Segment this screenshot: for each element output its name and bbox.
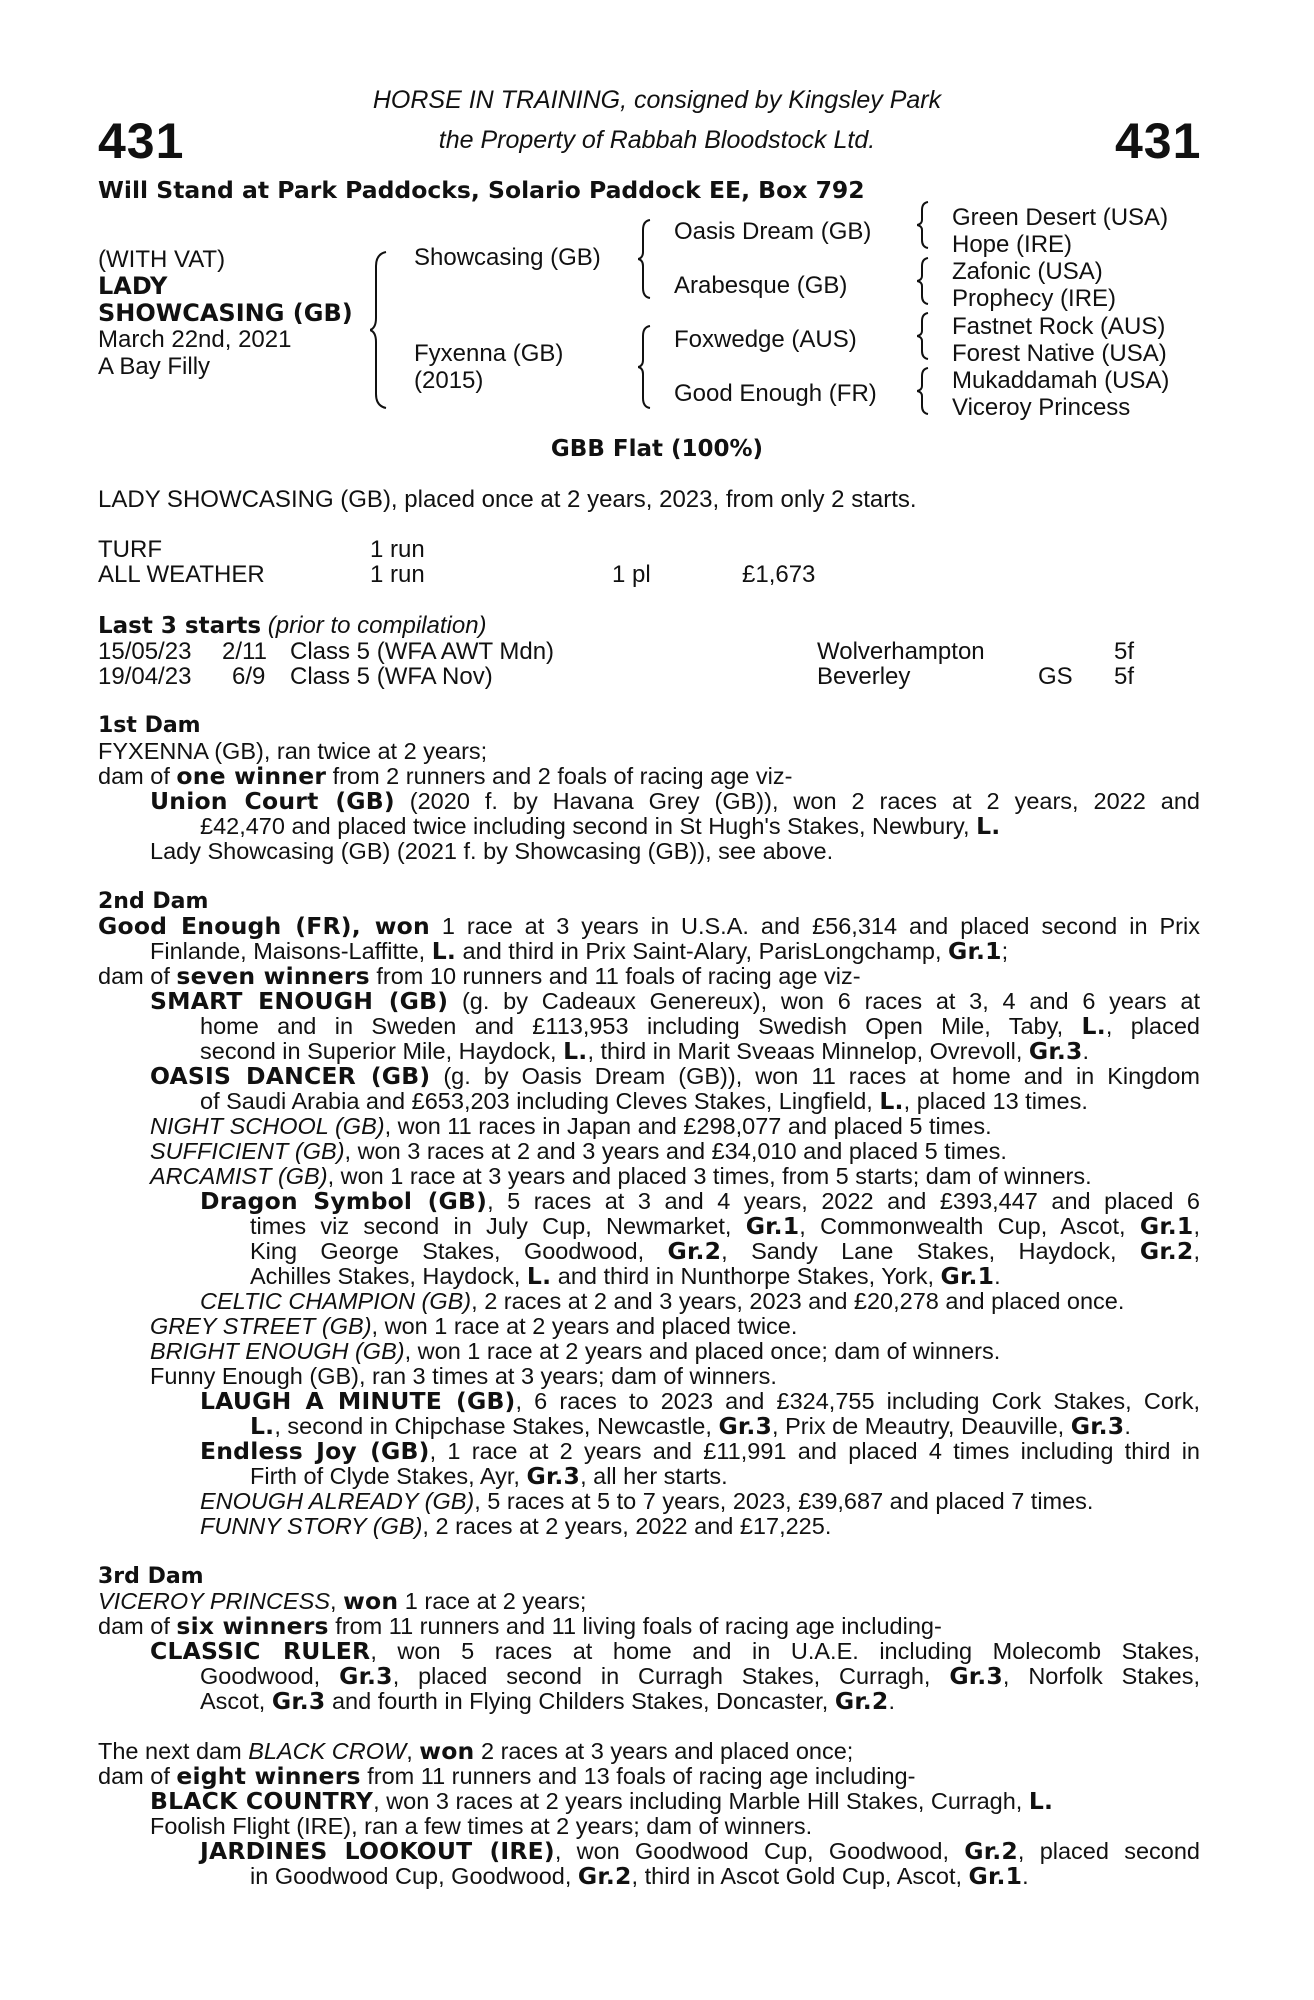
text-run: Gr.3 — [1070, 1412, 1125, 1440]
text-run: Union Court (GB) — [150, 787, 395, 815]
text-run: CLASSIC RULER — [150, 1637, 371, 1665]
text-run: (2020 f. by Havana Grey (GB)), won 2 races at 2 years, 2022 and — [394, 788, 1200, 814]
second-dam-line — [250, 1264, 1001, 1289]
text-run: L. — [563, 1037, 588, 1065]
second-dam-line — [200, 1439, 1200, 1464]
next-dam-line — [200, 1839, 1200, 1864]
second-dam-line — [98, 914, 1200, 939]
text-run: . — [1124, 1413, 1131, 1439]
first-dam-line: Lady Showcasing (GB) (2021 f. by Showcasing (GB)), see above. — [150, 838, 834, 864]
text-run: , — [330, 1588, 344, 1614]
dam: Fyxenna (GB) — [414, 340, 564, 367]
third-dam-line — [98, 1614, 942, 1639]
third-dam-line — [150, 1639, 1200, 1664]
text-run: , 6 races to 2023 and £324,755 including Cork Stakes, Cork, — [515, 1388, 1200, 1414]
text-run: , won 1 race at 2 years and placed once; dam of winners. — [404, 1338, 1001, 1364]
sire-dam: Arabesque (GB) — [674, 272, 848, 299]
dds: Mukaddamah (USA) — [952, 367, 1170, 394]
text-run: Gr.1 — [968, 1862, 1023, 1890]
start-position: 2/11 — [222, 638, 267, 665]
start-date: 19/04/23 — [98, 663, 192, 690]
text-run: , third in Marit Sveaas Minnelop, Ovrevoll, — [587, 1038, 1029, 1064]
text-run: VICEROY PRINCESS — [98, 1588, 331, 1614]
second-dam-line — [150, 1114, 992, 1139]
text-run: FUNNY STORY (GB) — [200, 1513, 423, 1539]
start-course: Wolverhampton — [817, 638, 985, 665]
text-run: six winners — [176, 1612, 329, 1640]
text-run: , placed second in Curragh Stakes, Curragh, — [392, 1663, 950, 1689]
sire: Showcasing (GB) — [414, 244, 601, 271]
text-run: , won 11 races in Japan and £298,077 and placed 5 times. — [384, 1113, 992, 1139]
text-run: (g. by Cadeaux Genereux), won 6 races at 3, 4 and 6 years at — [448, 988, 1201, 1014]
second-dam-heading: 2nd Dam — [98, 889, 209, 914]
text-run: . — [888, 1688, 896, 1714]
text-run: CELTIC CHAMPION (GB) — [200, 1288, 472, 1314]
stand-location: Will Stand at Park Paddocks, Solario Paddock EE, Box 792 — [98, 176, 865, 204]
text-run: from 2 runners and 2 foals of racing age viz- — [326, 763, 793, 789]
text-run: , — [406, 1738, 420, 1764]
text-run: , won 3 races at 2 years including Marble Hill Stakes, Curragh, — [373, 1788, 1029, 1814]
text-run: L. — [526, 1262, 552, 1290]
lot-number-left: 431 — [98, 113, 185, 169]
text-run: from 11 runners and 11 living foals of racing age including- — [328, 1613, 942, 1639]
second-dam-line — [150, 1139, 1007, 1164]
last-starts-title — [98, 612, 487, 640]
text-run: Ascot, — [200, 1688, 272, 1714]
text-run: second in Superior Mile, Haydock, — [200, 1038, 564, 1064]
text-run: 1 race at 2 years; — [398, 1588, 587, 1614]
record-surface: TURF — [98, 536, 162, 563]
text-run: L. — [879, 1087, 904, 1115]
second-dam-line — [200, 1489, 1093, 1514]
consignor-line: HORSE IN TRAINING, consigned by Kingsley Park — [372, 86, 942, 114]
pedigree-brace-gg2 — [917, 256, 931, 306]
text-run: , won 1 race at 3 years and placed 3 times, from 5 starts; dam of winners. — [327, 1163, 1092, 1189]
text-run: , — [351, 912, 375, 940]
lot-number-right: 431 — [1115, 113, 1202, 169]
text-run: and third in Prix Saint-Alary, ParisLongchamp, — [456, 938, 949, 964]
text-run: in Goodwood Cup, Goodwood, — [250, 1863, 578, 1889]
text-run: , — [1193, 1213, 1200, 1239]
text-run: , second in Chipchase Stakes, Newcastle, — [274, 1413, 719, 1439]
text-run: Gr.3 — [1028, 1037, 1083, 1065]
second-dam-line — [150, 1064, 1200, 1089]
next-dam-line — [98, 1764, 915, 1789]
text-run: £42,470 and placed twice including second in St Hugh's Stakes, Newbury, — [200, 813, 977, 839]
record-surface: ALL WEATHER — [98, 561, 265, 588]
text-run: Gr.2 — [1139, 1237, 1194, 1265]
text-run: Gr.2 — [577, 1862, 632, 1890]
last-starts-title-ital: (prior to compilation) — [267, 612, 487, 639]
text-run: Gr.1 — [948, 937, 1002, 965]
text-run: BLACK COUNTRY — [150, 1787, 374, 1815]
text-run: Gr.1 — [1139, 1212, 1194, 1240]
second-dam-line — [150, 989, 1200, 1014]
text-run: , placed second — [1017, 1838, 1200, 1864]
text-run: Gr.3 — [339, 1662, 393, 1690]
second-dam-line — [200, 1289, 1124, 1314]
sss: Green Desert (USA) — [952, 204, 1169, 231]
text-run: LAUGH A MINUTE (GB) — [200, 1387, 516, 1415]
vat-note: (WITH VAT) — [98, 246, 226, 273]
dam-sire: Foxwedge (AUS) — [674, 326, 857, 353]
text-run: OASIS DANCER (GB) — [150, 1062, 431, 1090]
text-run: , third in Ascot Gold Cup, Ascot, — [631, 1863, 969, 1889]
text-run: , Sandy Lane Stakes, Haydock, — [721, 1238, 1140, 1264]
second-dam-line — [200, 1189, 1200, 1214]
second-dam-line — [200, 1089, 1088, 1114]
text-run: and third in Nunthorpe Stakes, York, — [551, 1263, 941, 1289]
text-run: Gr.2 — [964, 1837, 1018, 1865]
text-run: from 11 runners and 13 foals of racing age including- — [360, 1763, 916, 1789]
pedigree-brace-gg1 — [917, 200, 931, 250]
text-run: Firth of Clyde Stakes, Ayr, — [250, 1463, 527, 1489]
pedigree-brace-gg3 — [917, 311, 931, 361]
first-dam-line — [150, 789, 1200, 814]
foaling-date: March 22nd, 2021 — [98, 326, 292, 353]
text-run: SUFFICIENT (GB) — [150, 1138, 345, 1164]
second-dam-line — [250, 1214, 1200, 1239]
first-dam-line — [98, 764, 792, 789]
dsd: Forest Native (USA) — [952, 340, 1167, 367]
second-dam-line — [150, 1164, 1092, 1189]
start-going: GS — [1038, 663, 1073, 690]
text-run: BLACK CROW — [248, 1738, 407, 1764]
horse-name-line1: LADY — [98, 272, 168, 300]
second-dam-line — [200, 1014, 1200, 1039]
text-run: L. — [976, 812, 1001, 840]
horse-description: A Bay Filly — [98, 353, 211, 380]
text-run: (g. by Oasis Dream (GB)), won 11 races at home and in Kingdom — [430, 1063, 1201, 1089]
text-run: of Saudi Arabia and £653,203 including Cleves Stakes, Lingfield, — [200, 1088, 880, 1114]
sire-sire: Oasis Dream (GB) — [674, 218, 872, 245]
start-race: Class 5 (WFA Nov) — [290, 663, 493, 690]
text-run: Good Enough (FR) — [98, 912, 352, 940]
text-run: GREY STREET (GB) — [150, 1313, 372, 1339]
text-run: , 2 races at 2 years, 2022 and £17,225. — [422, 1513, 832, 1539]
pedigree-brace-sire — [638, 218, 654, 300]
text-run: SMART ENOUGH (GB) — [150, 987, 449, 1015]
second-dam-line — [150, 1339, 1000, 1364]
text-run: NIGHT SCHOOL (GB) — [150, 1113, 385, 1139]
dss: Fastnet Rock (AUS) — [952, 313, 1166, 340]
first-dam-heading: 1st Dam — [98, 713, 201, 738]
text-run: . — [994, 1263, 1001, 1289]
second-dam-line: Funny Enough (GB), ran 3 times at 3 years; dam of winners. — [150, 1363, 777, 1389]
text-run: , placed — [1105, 1013, 1200, 1039]
text-run: , 1 race at 2 years and £11,991 and placed 4 times including third in — [429, 1438, 1200, 1464]
text-run: , — [1193, 1238, 1201, 1264]
second-dam-line — [150, 939, 1008, 964]
sdd: Prophecy (IRE) — [952, 285, 1117, 312]
third-dam-line — [200, 1664, 1200, 1689]
text-run: Gr.1 — [940, 1262, 995, 1290]
horse-name-line2: SHOWCASING (GB) — [98, 299, 353, 327]
text-run: home and in Sweden and £113,953 including Swedish Open Mile, Taby, — [200, 1013, 1082, 1039]
record-prize: £1,673 — [742, 561, 816, 588]
text-run: dam of — [98, 1763, 177, 1789]
start-position: 6/9 — [232, 663, 266, 690]
text-run: seven winners — [176, 962, 370, 990]
text-run: 2 races at 3 years and placed once; — [474, 1738, 854, 1764]
text-run: 1 race at 3 years in U.S.A. and £56,314 and placed second in Prix — [429, 913, 1200, 939]
text-run: Achilles Stakes, Haydock, — [250, 1263, 527, 1289]
pedigree-brace-main — [370, 250, 392, 410]
text-run: Goodwood, — [200, 1663, 340, 1689]
text-run: The next dam — [98, 1738, 249, 1764]
text-run: eight winners — [176, 1762, 361, 1790]
text-run: one winner — [176, 762, 327, 790]
third-dam-line — [98, 1589, 586, 1614]
third-dam-line — [200, 1689, 895, 1714]
text-run: Gr.3 — [949, 1662, 1003, 1690]
text-run: JARDINES LOOKOUT (IRE) — [200, 1837, 555, 1865]
gbb-rating: GBB Flat (100%) — [550, 436, 764, 462]
pedigree-brace-dam — [638, 324, 654, 410]
text-run: L. — [431, 937, 457, 965]
text-run: won — [419, 1737, 475, 1765]
start-distance: 5f — [1114, 638, 1135, 665]
first-dam-line — [200, 814, 1000, 839]
text-run: , won 5 races at home and in U.A.E. including Molecomb Stakes, — [370, 1638, 1200, 1664]
text-run: and fourth in Flying Childers Stakes, Doncaster, — [325, 1688, 835, 1714]
start-date: 15/05/23 — [98, 638, 192, 665]
ssd: Hope (IRE) — [952, 231, 1073, 258]
text-run: Gr.3 — [526, 1462, 581, 1490]
text-run: . — [1022, 1863, 1029, 1889]
second-dam-line — [200, 1039, 1089, 1064]
ddd: Viceroy Princess — [952, 394, 1131, 421]
dam-dam: Good Enough (FR) — [674, 380, 877, 407]
second-dam-line — [250, 1464, 728, 1489]
text-run: , 5 races at 3 and 4 years, 2022 and £393,447 and placed 6 — [487, 1188, 1201, 1214]
text-run: Gr.2 — [667, 1237, 722, 1265]
text-run: ENOUGH ALREADY (GB) — [200, 1488, 475, 1514]
text-run: ; — [1001, 938, 1009, 964]
start-course: Beverley — [817, 663, 911, 690]
text-run: , Commonwealth Cup, Ascot, — [799, 1213, 1140, 1239]
text-run: , won Goodwood Cup, Goodwood, — [554, 1838, 965, 1864]
next-dam-line — [150, 1789, 1053, 1814]
race-summary: LADY SHOWCASING (GB), placed once at 2 years, 2023, from only 2 starts. — [98, 486, 917, 513]
second-dam-line — [200, 1389, 1200, 1414]
dam-year: (2015) — [414, 367, 484, 394]
sds: Zafonic (USA) — [952, 258, 1103, 285]
text-run: Gr.3 — [271, 1687, 326, 1715]
record-placed: 1 pl — [612, 561, 651, 588]
text-run: Dragon Symbol (GB) — [200, 1187, 488, 1215]
text-run: dam of — [98, 963, 177, 989]
third-dam-heading: 3rd Dam — [98, 1564, 204, 1589]
text-run: L. — [1028, 1787, 1054, 1815]
text-run: , Norfolk Stakes, — [1002, 1663, 1200, 1689]
owner-line: the Property of Rabbah Bloodstock Ltd. — [438, 126, 876, 154]
text-run: Finlande, Maisons-Laffitte, — [150, 938, 432, 964]
text-run: King George Stakes, Goodwood, — [250, 1238, 668, 1264]
text-run: , placed 13 times. — [903, 1088, 1088, 1114]
first-dam-line: FYXENNA (GB), ran twice at 2 years; — [98, 738, 488, 764]
text-run: BRIGHT ENOUGH (GB) — [150, 1338, 405, 1364]
text-run: , all her starts. — [580, 1463, 728, 1489]
text-run: Gr.3 — [718, 1412, 773, 1440]
text-run: won — [343, 1587, 399, 1615]
next-dam-line: Foolish Flight (IRE), ran a few times at 2 years; dam of winners. — [150, 1813, 813, 1839]
text-run: ARCAMIST (GB) — [150, 1163, 328, 1189]
text-run: won — [374, 912, 430, 940]
text-run: Gr.1 — [745, 1212, 800, 1240]
next-dam-line — [250, 1864, 1029, 1889]
second-dam-line — [200, 1514, 831, 1539]
text-run: Endless Joy (GB) — [200, 1437, 430, 1465]
text-run: , 5 races at 5 to 7 years, 2023, £39,687 and placed 7 times. — [474, 1488, 1094, 1514]
text-run: . — [1082, 1038, 1090, 1064]
second-dam-line — [150, 1314, 797, 1339]
record-runs: 1 run — [370, 561, 425, 588]
second-dam-line — [250, 1239, 1200, 1264]
second-dam-line — [250, 1414, 1131, 1439]
text-run: dam of — [98, 763, 177, 789]
record-runs: 1 run — [370, 536, 425, 563]
pedigree-brace-gg4 — [917, 366, 931, 416]
text-run: dam of — [98, 1613, 177, 1639]
next-dam-line — [98, 1739, 853, 1764]
text-run: Gr.2 — [834, 1687, 889, 1715]
text-run: L. — [250, 1412, 275, 1440]
text-run: , won 3 races at 2 and 3 years and £34,010 and placed 5 times. — [344, 1138, 1007, 1164]
text-run: , Prix de Meautry, Deauville, — [772, 1413, 1071, 1439]
text-run: from 10 runners and 11 foals of racing age viz- — [369, 963, 861, 989]
start-race: Class 5 (WFA AWT Mdn) — [290, 638, 555, 665]
text-run: , 2 races at 2 and 3 years, 2023 and £20,278 and placed once. — [471, 1288, 1125, 1314]
last-starts-title-bold: Last 3 starts — [98, 613, 262, 639]
text-run: L. — [1081, 1012, 1106, 1040]
text-run: times viz second in July Cup, Newmarket, — [250, 1213, 746, 1239]
second-dam-line — [98, 964, 861, 989]
start-distance: 5f — [1114, 663, 1135, 690]
text-run: , won 1 race at 2 years and placed twice. — [371, 1313, 798, 1339]
